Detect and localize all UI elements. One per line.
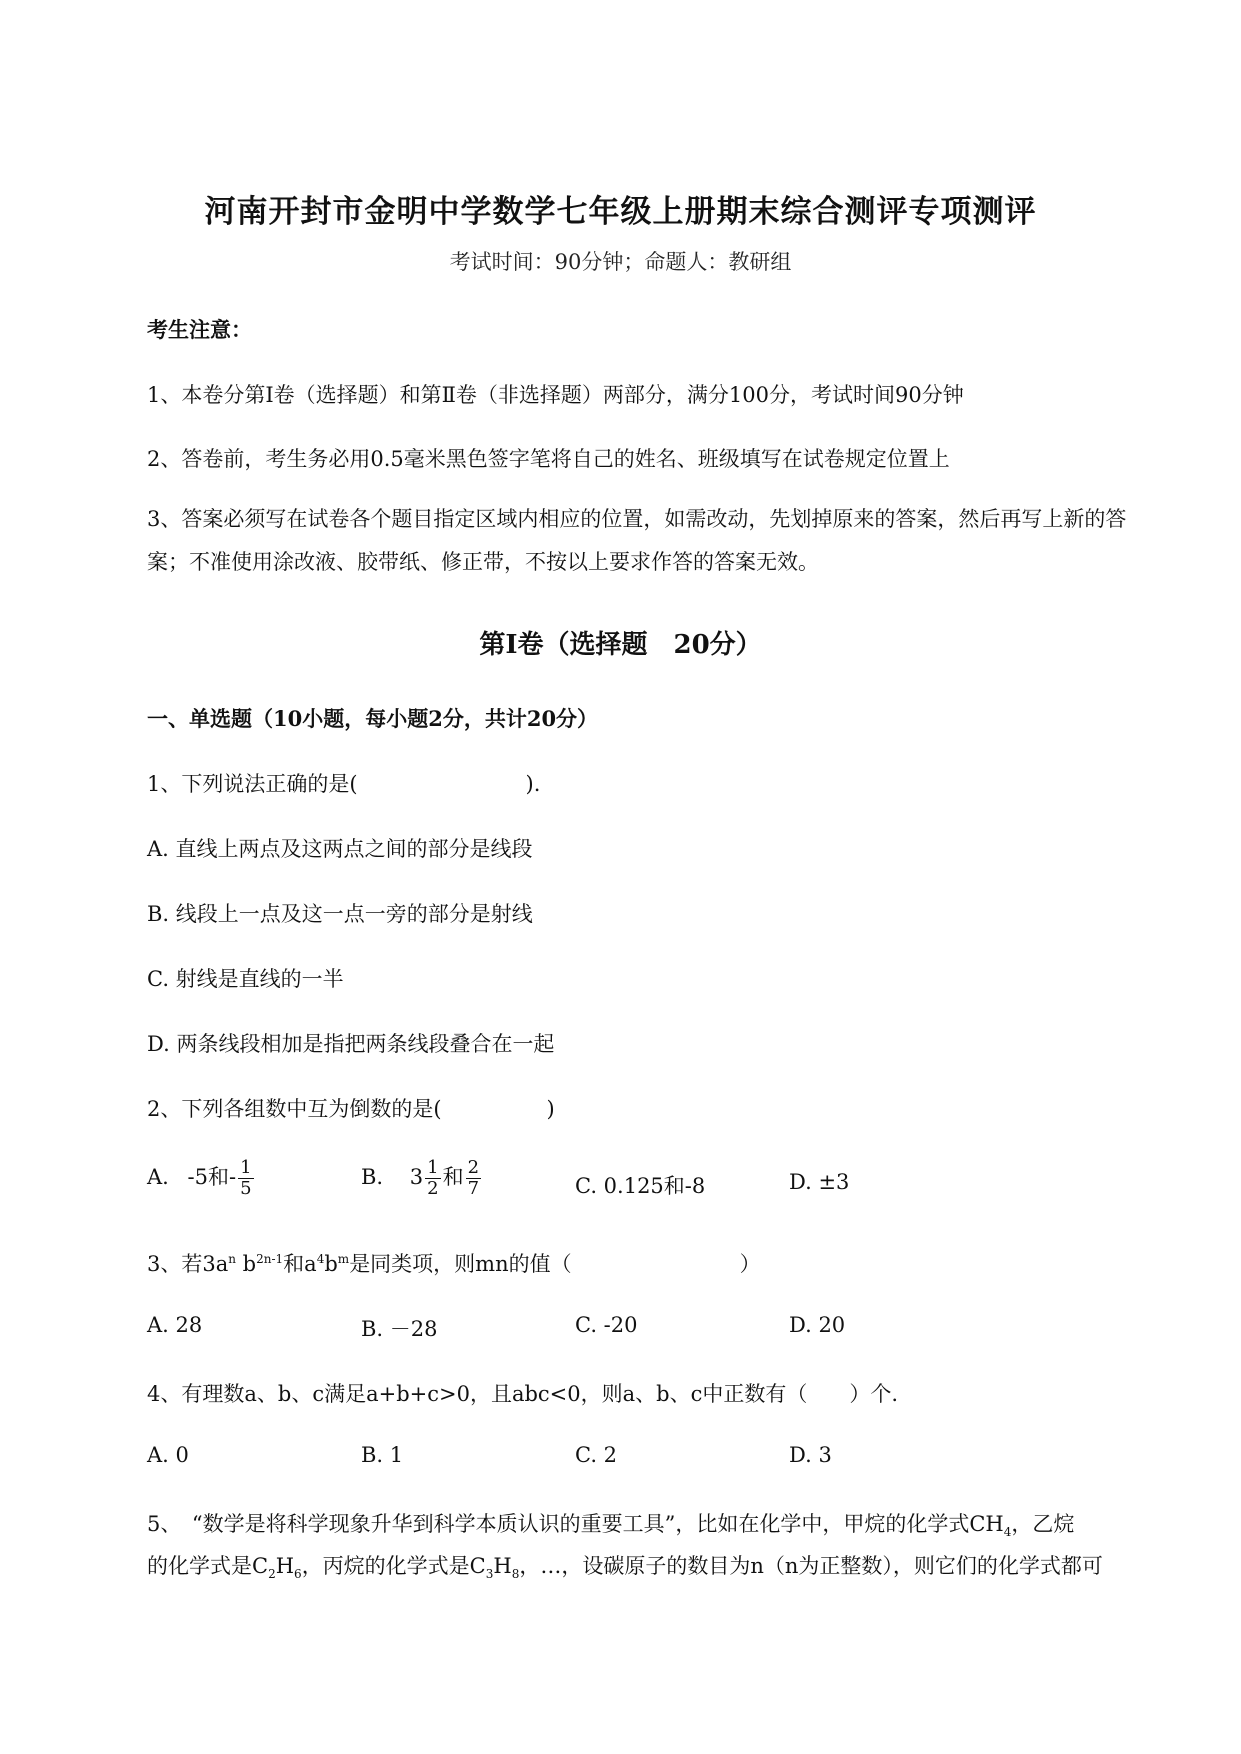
q2-a-label: A. (147, 1165, 169, 1189)
q3-sup-4: m (337, 1252, 350, 1266)
q2-b-label: B. (361, 1165, 384, 1189)
q3-stem-post: 是同类项，则mn的值（ ） (349, 1252, 761, 1276)
q5-l2-s1: 2 (268, 1567, 276, 1582)
q2-option-b (361, 1158, 483, 1199)
q5-l2-c: ，丙烷的化学式是C (301, 1554, 486, 1578)
q1-option-c: C. 射线是直线的一半 (147, 967, 344, 991)
exam-title: 河南开封市金明中学数学七年级上册期末综合测评专项测评 (204, 194, 1037, 230)
q4-option-c: C. 2 (575, 1443, 618, 1467)
q4-option-b: B. 1 (361, 1443, 404, 1467)
q5-l2-e: ，…，设碳原子的数目为n（n为正整数），则它们的化学式都可 (519, 1554, 1103, 1578)
q2-a-numerator: 1 (240, 1157, 252, 1178)
exam-subtitle: 考试时间：90分钟；命题人：教研组 (449, 250, 792, 274)
q2-stem: 2、下列各组数中互为倒数的是( ) (147, 1097, 555, 1121)
q2-a-pre: -5和- (187, 1165, 237, 1189)
notice-item-1: 1、本卷分第I卷（选择题）和第Ⅱ卷（非选择题）两部分，满分100分，考试时间90分钟 (147, 383, 964, 407)
q5-l2-s2: 6 (294, 1567, 302, 1582)
q5-l1-sub: 4 (1003, 1525, 1012, 1540)
q2-b-fraction-1 (425, 1158, 440, 1199)
q2-b-whole: 3 (409, 1165, 424, 1189)
q2-a-denominator: 5 (240, 1178, 252, 1199)
q3-option-c: C. -20 (575, 1313, 638, 1337)
q4-stem: 4、有理数a、b、c满足a+b+c>0，且abc<0，则a、b、c中正数有（ ）个. (147, 1382, 899, 1406)
q2-b-numerator-2: 2 (467, 1157, 480, 1178)
section-title: 第I卷（选择题 20分） (479, 630, 762, 660)
q2-option-c: C. 0.125和-8 (575, 1174, 706, 1198)
q3-option-a: A. 28 (147, 1313, 203, 1337)
q3-stem (147, 1248, 761, 1278)
q2-b-mid: 和 (442, 1165, 464, 1189)
q5-line-2 (147, 1550, 1103, 1581)
q5-l1-pre: 5、 “数学是将科学现象升华到科学本质认识的重要工具”，比如在化学中，甲烷的化学式CH (147, 1512, 1004, 1536)
q3-sup-1: n (228, 1252, 236, 1266)
q3-option-d: D. 20 (789, 1313, 846, 1337)
q1-option-b: B. 线段上一点及这一点一旁的部分是射线 (147, 902, 533, 926)
q3-sup-2: 2n-1 (256, 1252, 284, 1266)
q5-line-1 (147, 1508, 1074, 1539)
q2-option-d: D. ±3 (789, 1170, 850, 1194)
q4-option-a: A. 0 (147, 1443, 189, 1467)
q3-option-b: B. －28 (361, 1317, 438, 1341)
q3-stem-pre: 3、若3a (147, 1252, 229, 1276)
q1-option-d: D. 两条线段相加是指把两条线段叠合在一起 (147, 1032, 555, 1056)
q2-b-fraction-2 (466, 1158, 481, 1199)
q5-l1-post: ，乙烷 (1011, 1512, 1075, 1536)
q1-stem: 1、下列说法正确的是( ). (147, 772, 541, 796)
q3-mid-2: 和a (283, 1252, 317, 1276)
q5-l2-d: H (493, 1554, 512, 1578)
notice-heading: 考生注意： (147, 317, 252, 342)
q5-l2-s4: 8 (511, 1567, 520, 1582)
q2-a-fraction (238, 1158, 253, 1199)
q2-b-denominator-2: 7 (467, 1178, 480, 1199)
q2-b-denominator-1: 2 (427, 1178, 439, 1199)
q1-option-a: A. 直线上两点及这两点之间的部分是线段 (147, 837, 533, 861)
q5-l2-s3: 3 (485, 1567, 494, 1582)
q5-l2-b: H (275, 1554, 295, 1578)
notice-item-2: 2、答卷前，考生务必用0.5毫米黑色签字笔将自己的姓名、班级填写在试卷规定位置上 (147, 447, 950, 471)
q5-l2-a: 的化学式是C (147, 1554, 269, 1578)
q4-option-d: D. 3 (789, 1443, 832, 1467)
q3-mid-3: b (324, 1252, 338, 1276)
notice-item-3: 3、答案必须写在试卷各个题目指定区域内相应的位置，如需改动，先划掉原来的答案，然后再写上新的答案；不准使用涂改液、胶带纸、修正带，不按以上要求作答的答案无效。 (147, 507, 1127, 574)
q3-mid-1: b (235, 1252, 257, 1276)
part-heading: 一、单选题（10小题，每小题2分，共计20分） (147, 706, 599, 731)
q2-option-a (147, 1158, 256, 1199)
q3-sup-3: 4 (316, 1252, 325, 1266)
q2-b-numerator-1: 1 (427, 1157, 439, 1178)
